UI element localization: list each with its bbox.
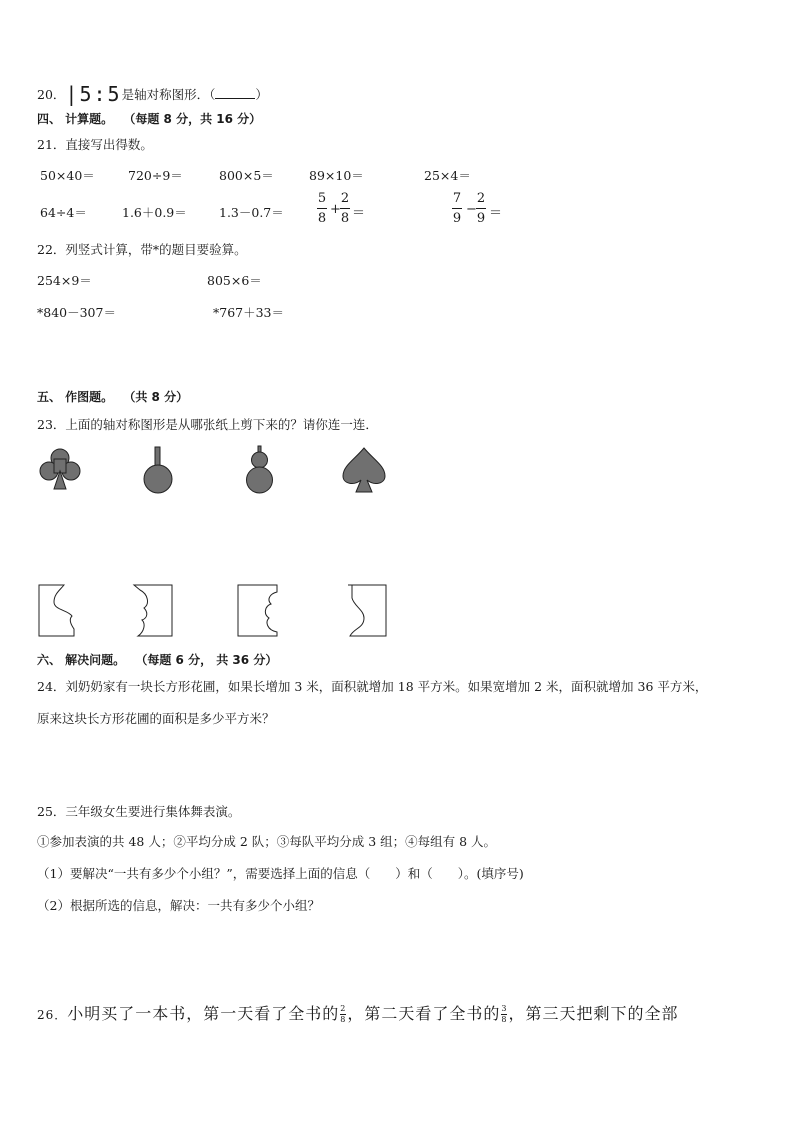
- q24-line1: 24．刘奶奶家有一块长方形花圃，如果长增加 3 米，面积就增加 18 平方米。如果宽增加 2 米，面积就增加 36 平方米，: [37, 679, 708, 694]
- plus-sign: +: [330, 202, 341, 217]
- equals-sign: ＝: [352, 206, 366, 221]
- fraction: 7 9: [452, 191, 462, 226]
- paper-cut-left-icon: [38, 584, 78, 638]
- q26-number: 26．: [37, 1008, 68, 1022]
- section4-note: （每题 8 分，共 16 分）: [123, 112, 262, 126]
- paper-cut-left-2-icon: [237, 584, 281, 638]
- fraction: $\frac{2}{8}$: [340, 1004, 347, 1024]
- q21-row1-item: 50×40＝: [40, 168, 95, 183]
- section4-title: 四、 计算题。: [37, 112, 114, 126]
- q26-text-b: ，第二天看了全书的: [347, 1004, 501, 1023]
- q21-row1-item: 800×5＝: [219, 168, 274, 183]
- section5-heading: [37, 388, 188, 405]
- fraction: 2 8: [340, 191, 350, 226]
- q26-text-c: ，第三天把剩下的全部: [508, 1004, 679, 1023]
- q21-row1-item: 720÷9＝: [128, 168, 183, 183]
- gourd-icon: [243, 445, 277, 495]
- q22-item: 805×6＝: [207, 273, 262, 288]
- q25-info: ①参加表演的共 48 人；②平均分成 2 队；③每队平均分成 3 组；④每组有 8 人。: [37, 834, 497, 849]
- q20-number: 20．: [37, 87, 66, 102]
- spade-icon: [340, 446, 388, 494]
- q20-text: 是轴对称图形．（: [121, 87, 216, 102]
- section6-heading: [37, 651, 277, 668]
- section5-note: （共 8 分）: [123, 390, 189, 404]
- q20-close: ）: [255, 87, 268, 102]
- q22-title: 22．列竖式计算，带*的题目要验算。: [37, 242, 247, 257]
- q23-title: 23．上面的轴对称图形是从哪张纸上剪下来的？请你连一连．: [37, 417, 378, 432]
- minus-sign: −: [466, 202, 477, 217]
- q21-title: 21．直接写出得数。: [37, 137, 153, 152]
- q25-title: 25．三年级女生要进行集体舞表演。: [37, 804, 241, 819]
- equals-sign: ＝: [489, 206, 503, 221]
- fraction: $\frac{3}{8}$: [501, 1004, 508, 1024]
- q20-digits: |5:5: [65, 82, 122, 106]
- q21-row1-item: 89×10＝: [309, 168, 364, 183]
- section6-note: （每题 6 分， 共 36 分）: [135, 653, 278, 667]
- section4-heading: [37, 110, 261, 127]
- q22-item: 254×9＝: [37, 273, 92, 288]
- section6-title: 六、 解决问题。: [37, 653, 126, 667]
- q20-answer-blank[interactable]: [215, 87, 255, 99]
- q20-line: [37, 82, 268, 106]
- q21-row2-item: 1.3－0.7＝: [219, 205, 284, 220]
- fraction: 5 8: [317, 191, 327, 226]
- club-icon: [38, 447, 82, 495]
- q22-item: *840－307＝: [37, 305, 116, 320]
- paper-cut-right-2-icon: [346, 584, 390, 638]
- fraction: 2 9: [476, 191, 486, 226]
- q25-part2: （2）根据所选的信息，解决：一共有多少个小组？: [37, 898, 320, 913]
- q21-row2-item: 1.6＋0.9＝: [122, 205, 187, 220]
- q22-item: *767＋33＝: [213, 305, 285, 320]
- q21-row1-item: 25×4＝: [424, 168, 471, 183]
- round-flask-icon: [140, 445, 176, 495]
- q24-line2: 原来这块长方形花圃的面积是多少平方米？: [37, 711, 275, 726]
- q26-text-a: 小明买了一本书，第一天看了全书的: [67, 1004, 340, 1023]
- q26-line: [37, 1001, 679, 1024]
- q25-part1: （1）要解决“一共有多少个小组？”，需要选择上面的信息（ ）和（ ）。(填序号): [37, 866, 524, 881]
- paper-cut-right-icon: [132, 584, 176, 638]
- section5-title: 五、 作图题。: [37, 390, 114, 404]
- q21-row2-item: 64÷4＝: [40, 205, 87, 220]
